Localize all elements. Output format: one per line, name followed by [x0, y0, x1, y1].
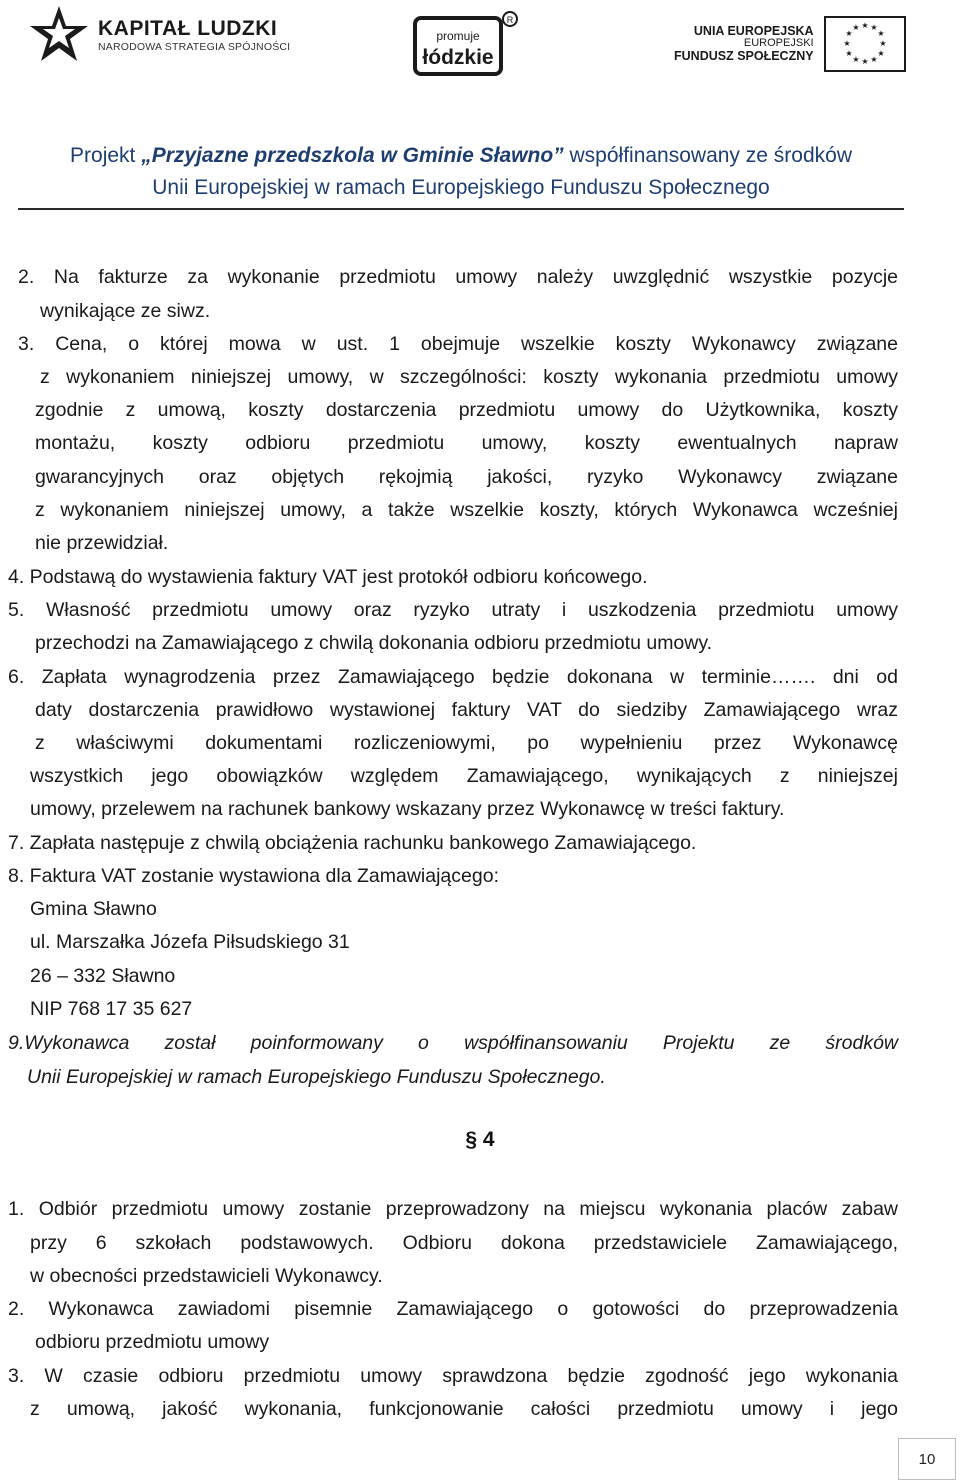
sec4-point-2-line-1: 2. Wykonawca zawiadomi pisemnie Zamawiającego o gotowości do przeprowadzenia [8, 1298, 898, 1320]
point-3-line-7: nie przewidział. [35, 532, 169, 554]
kl-subtitle: NARODOWA STRATEGIA SPÓJNOŚCI [98, 40, 291, 53]
point-3-line-6: z wykonaniem niniejszej umowy, a także wszelkie koszty, których Wykonawca wcześniej [35, 499, 898, 521]
eu-esf-logo [674, 16, 906, 72]
point-2-line-2: wynikające ze siwz. [40, 300, 211, 322]
lodz-line2: łódzkie [422, 46, 494, 69]
section-heading: § 4 [465, 1128, 495, 1151]
point-2-line-1: 2. Na fakturze za wykonanie przedmiotu umowy należy uwzględnić wszystkie pozycje [18, 266, 898, 288]
sec4-point-2-line-2: odbioru przedmiotu umowy [35, 1331, 270, 1353]
project-header-line2: Unii Europejskiej w ramach Europejskiego Funduszu Społecznego [152, 176, 770, 199]
point-7: 7. Zapłata następuje z chwilą obciążenia rachunku bankowego Zamawiającego. [8, 832, 697, 854]
svg-text:R: R [506, 15, 514, 25]
sec4-point-1-line-2: przy 6 szkołach podstawowych. Odbioru dokona przedstawiciele Zamawiającego, [30, 1232, 898, 1254]
point-6-line-2: daty dostarczenia prawidłowo wystawionej faktury VAT do siedziby Zamawiającego wraz [35, 699, 898, 721]
point-3-line-3: zgodnie z umową, koszty dostarczenia przedmiotu umowy do Użytkownika, koszty [35, 399, 898, 421]
point-3-line-4: montażu, koszty odbioru przedmiotu umowy, koszty ewentualnych napraw [35, 432, 898, 454]
page-number: 10 [898, 1438, 956, 1480]
point-3-line-1: 3. Cena, o której mowa w ust. 1 obejmuje wszelkie koszty Wykonawcy związane [18, 333, 898, 355]
point-6-line-3: z właściwymi dokumentami rozliczeniowymi, po wypełnieniu przez Wykonawcę [35, 732, 898, 754]
svg-text:★: ★ [877, 29, 885, 38]
sec4-point-1-line-3: w obecności przedstawicieli Wykonawcy. [30, 1265, 383, 1287]
point-3-line-2: z wykonaniem niniejszej umowy, w szczególności: koszty wykonania przedmiotu umowy [40, 366, 898, 388]
svg-text:★: ★ [845, 49, 853, 58]
address-street: ul. Marszałka Józefa Piłsudskiego 31 [30, 931, 350, 953]
svg-text:★: ★ [870, 55, 878, 64]
logo-strip [0, 0, 960, 100]
sec4-point-1-line-1: 1. Odbiór przedmiotu umowy zostanie przeprowadzony na miejscu wykonania placów zabaw [8, 1198, 898, 1220]
svg-text:★: ★ [852, 55, 860, 64]
point-4: 4. Podstawą do wystawienia faktury VAT jest protokół odbioru końcowego. [8, 566, 648, 588]
ue-line2: EUROPEJSKI [743, 37, 814, 50]
sec4-point-3-line-2: z umową, jakość wykonania, funkcjonowanie całości przedmiotu umowy i jego [30, 1398, 898, 1420]
point-6-line-4: wszystkich jego obowiązków względem Zamawiającego, wynikających z niniejszej [30, 765, 898, 787]
sec4-point-3-line-1: 3. W czasie odbioru przedmiotu umowy sprawdzona będzie zgodność jego wykonania [8, 1365, 898, 1387]
lodz-line1: promuje [436, 29, 480, 43]
svg-text:★: ★ [843, 39, 851, 48]
svg-text:★: ★ [870, 23, 878, 32]
svg-text:★: ★ [879, 39, 887, 48]
header-prefix: Projekt [70, 144, 142, 167]
point-3-line-5: gwarancyjnych oraz objętych rękojmią jakości, ryzyko Wykonawcy związane [35, 466, 898, 488]
address-postal: 26 – 332 Sławno [30, 965, 176, 987]
project-header [18, 140, 904, 210]
point-9-line-2: Unii Europejskiej w ramach Europejskiego Funduszu Społecznego. [27, 1066, 606, 1088]
eu-flag-icon [824, 16, 906, 72]
svg-text:★: ★ [852, 23, 860, 32]
kapital-ludzki-logo [28, 4, 290, 66]
point-9-line-1: 9.Wykonawca został poinformowany o współfinansowaniu Projektu ze środków [8, 1032, 898, 1054]
point-8: 8. Faktura VAT zostanie wystawiona dla Zamawiającego: [8, 865, 499, 887]
header-suffix: współfinansowany ze środków [563, 144, 852, 167]
kl-title: KAPITAŁ LUDZKI [98, 16, 278, 40]
address-name: Gmina Sławno [30, 898, 157, 920]
svg-text:★: ★ [861, 21, 869, 30]
point-6-line-5: umowy, przelewem na rachunek bankowy wskazany przez Wykonawcę w treści faktury. [30, 798, 785, 820]
svg-text:★: ★ [861, 57, 869, 66]
svg-text:★: ★ [845, 29, 853, 38]
star-emblem-icon [28, 4, 90, 66]
point-5-line-2: przechodzi na Zamawiającego z chwilą dokonania odbioru przedmiotu umowy. [35, 632, 713, 654]
address-nip: NIP 768 17 35 627 [30, 998, 193, 1020]
svg-text:★: ★ [877, 49, 885, 58]
lodzkie-badge-icon [413, 10, 521, 78]
point-6-line-1: 6. Zapłata wynagrodzenia przez Zamawiającego będzie dokonana w terminie……. dni od [8, 666, 898, 688]
ue-line3: FUNDUSZ SPOŁECZNY [674, 48, 814, 63]
promuje-lodzkie-logo [413, 10, 521, 78]
project-title: „Przyjazne przedszkola w Gminie Sławno” [141, 144, 564, 167]
ue-line1: UNIA EUROPEJSKA [693, 24, 814, 39]
point-5-line-1: 5. Własność przedmiotu umowy oraz ryzyko utraty i uszkodzenia przedmiotu umowy [8, 599, 898, 621]
project-header-line1 [18, 140, 904, 172]
